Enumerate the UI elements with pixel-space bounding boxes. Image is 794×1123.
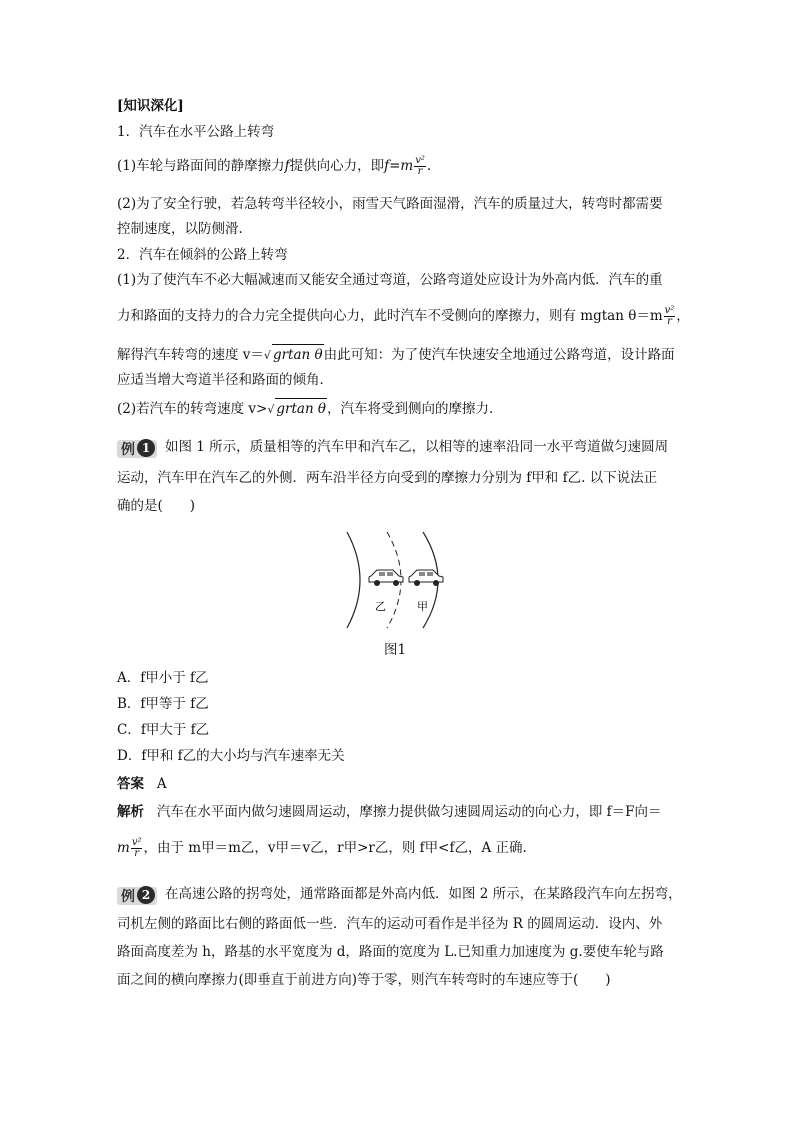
- example2-q3: 路面高度差为 h，路基的水平宽度为 d，路面的宽度为 L.已知重力加速度为 g.要使车轮与路: [117, 944, 664, 960]
- point1-frac-den: r: [417, 166, 423, 177]
- point2-line3: 解得汽车转弯的速度 v＝√ grtan θ由此可知：为了使汽车快速安全地通过公路弯道，设计路面: [117, 344, 675, 366]
- example1-badge-number: 1: [137, 439, 155, 457]
- point2-line3-a: 解得汽车转弯的速度 v＝: [117, 347, 264, 363]
- inner-curve: [347, 532, 360, 628]
- analysis-line2: [117, 838, 527, 859]
- point1-frac-num: v²: [415, 155, 425, 166]
- example1-badge: [117, 438, 159, 458]
- section-header: [知识深化]: [117, 98, 184, 114]
- figure-label-jia: 甲: [417, 600, 428, 613]
- example2-q1: 在高速公路的拐弯处，通常路面都是外高内低．如图 2 所示，在某路段汽车向左拐弯，: [165, 886, 682, 902]
- point2-title: 2．汽车在倾斜的公路上转弯: [117, 247, 288, 263]
- car-yi-icon: [369, 570, 403, 586]
- analysis-line1: [117, 802, 662, 822]
- example2-q2: 司机左侧的路面比右侧的路面低一些．汽车的运动可看作是半径为 R 的圆周运动．设内、外: [117, 916, 663, 932]
- point2-line1: (1)为了使汽车不必大幅减速而又能安全通过弯道，公路弯道处应设计为外高内低．汽车的重: [117, 272, 663, 288]
- analysis-frac-num: v²: [131, 837, 142, 848]
- point2-line2: [117, 306, 690, 327]
- point2-sqrt: grtan θ: [272, 344, 324, 365]
- analysis-frac-den: r: [134, 848, 140, 859]
- option-d: D．f甲和 f乙的大小均与汽车速率无关: [117, 748, 345, 764]
- answer-label: 答案: [117, 776, 144, 792]
- point1-line3: 控制速度，以防侧滑.: [117, 221, 243, 237]
- example1-q3: 确的是( ): [117, 498, 196, 514]
- figure1-diagram: [335, 528, 455, 632]
- point2-frac-den: r: [667, 316, 672, 327]
- point1-title: 1．汽车在水平公路上转弯: [117, 124, 275, 140]
- example2-badge-number: 2: [137, 886, 155, 904]
- point2-fraction: [664, 306, 676, 327]
- point2-line5-sqrt: grtan θ: [275, 398, 327, 419]
- point2-line2-a: 力和路面的支持力的合力完全提供向心力，此时汽车不受侧向的摩擦力，则有 mgtan θ＝m: [117, 308, 663, 324]
- example1-line1: [117, 437, 668, 458]
- analysis-text2: ，由于 m甲＝m乙，v甲＝v乙，r甲>r乙，则 f甲<f乙，A 正确.: [143, 840, 527, 856]
- answer-value: A: [156, 776, 167, 792]
- analysis-fraction: [131, 838, 143, 859]
- point2-line4: 应适当增大弯道半径和路面的倾角．: [117, 372, 333, 388]
- point1-eq: f=m: [384, 158, 414, 174]
- analysis-m: m: [117, 840, 130, 856]
- example1-q2: 运动，汽车甲在汽车乙的外侧．两车沿半径方向受到的摩擦力分别为 f甲和 f乙. 以下说法正: [117, 470, 658, 486]
- example2-line1: [117, 884, 682, 905]
- point1-line1: [117, 156, 431, 177]
- answer-line: [117, 774, 167, 794]
- option-b: B．f甲等于 f乙: [117, 696, 209, 712]
- point1-f-symbol: f: [284, 158, 290, 174]
- point2-line2-end: ，: [676, 308, 690, 324]
- point1-line1-end: .: [426, 158, 432, 174]
- point2-line3-b: 由此可知：为了使汽车快速安全地通过公路弯道，设计路面: [323, 347, 675, 363]
- analysis-text1: 汽车在水平面内做匀速圆周运动，摩擦力提供做匀速圆周运动的向心力，即 f＝F向＝: [156, 804, 662, 820]
- point1-fraction: [414, 156, 426, 177]
- option-a: A．f甲小于 f乙: [117, 670, 209, 686]
- option-c: C．f甲大于 f乙: [117, 722, 210, 738]
- point1-line1-a: (1)车轮与路面间的静摩擦力: [117, 158, 285, 174]
- example1-badge-label: 例: [121, 441, 135, 458]
- point2-line5: (2)若汽车的转弯速度 v>√ grtan θ，汽车将受到侧向的摩擦力．: [117, 398, 503, 420]
- point1-line2: (2)为了安全行驶，若急转弯半径较小，雨雪天气路面湿滑，汽车的质量过大，转弯时都需要: [117, 196, 663, 212]
- figure1-caption: 图1: [384, 642, 407, 658]
- figure-label-yi: 乙: [375, 600, 386, 613]
- example2-badge: [117, 885, 159, 905]
- point2-line5-b: ，汽车将受到侧向的摩擦力．: [327, 401, 503, 417]
- analysis-label: 解析: [117, 804, 144, 820]
- example1-q1: 如图 1 所示，质量相等的汽车甲和汽车乙，以相等的速率沿同一水平弯道做匀速圆周: [165, 439, 669, 455]
- point1-line1-b: 提供向心力，即: [289, 158, 385, 174]
- example2-q4: 面之间的横向摩擦力(即垂直于前进方向)等于零，则汽车转弯时的车速应等于( ): [117, 972, 611, 988]
- point2-frac-num: v²: [664, 305, 675, 316]
- point2-line5-a: (2)若汽车的转弯速度 v>: [117, 401, 268, 417]
- example2-badge-label: 例: [121, 888, 135, 905]
